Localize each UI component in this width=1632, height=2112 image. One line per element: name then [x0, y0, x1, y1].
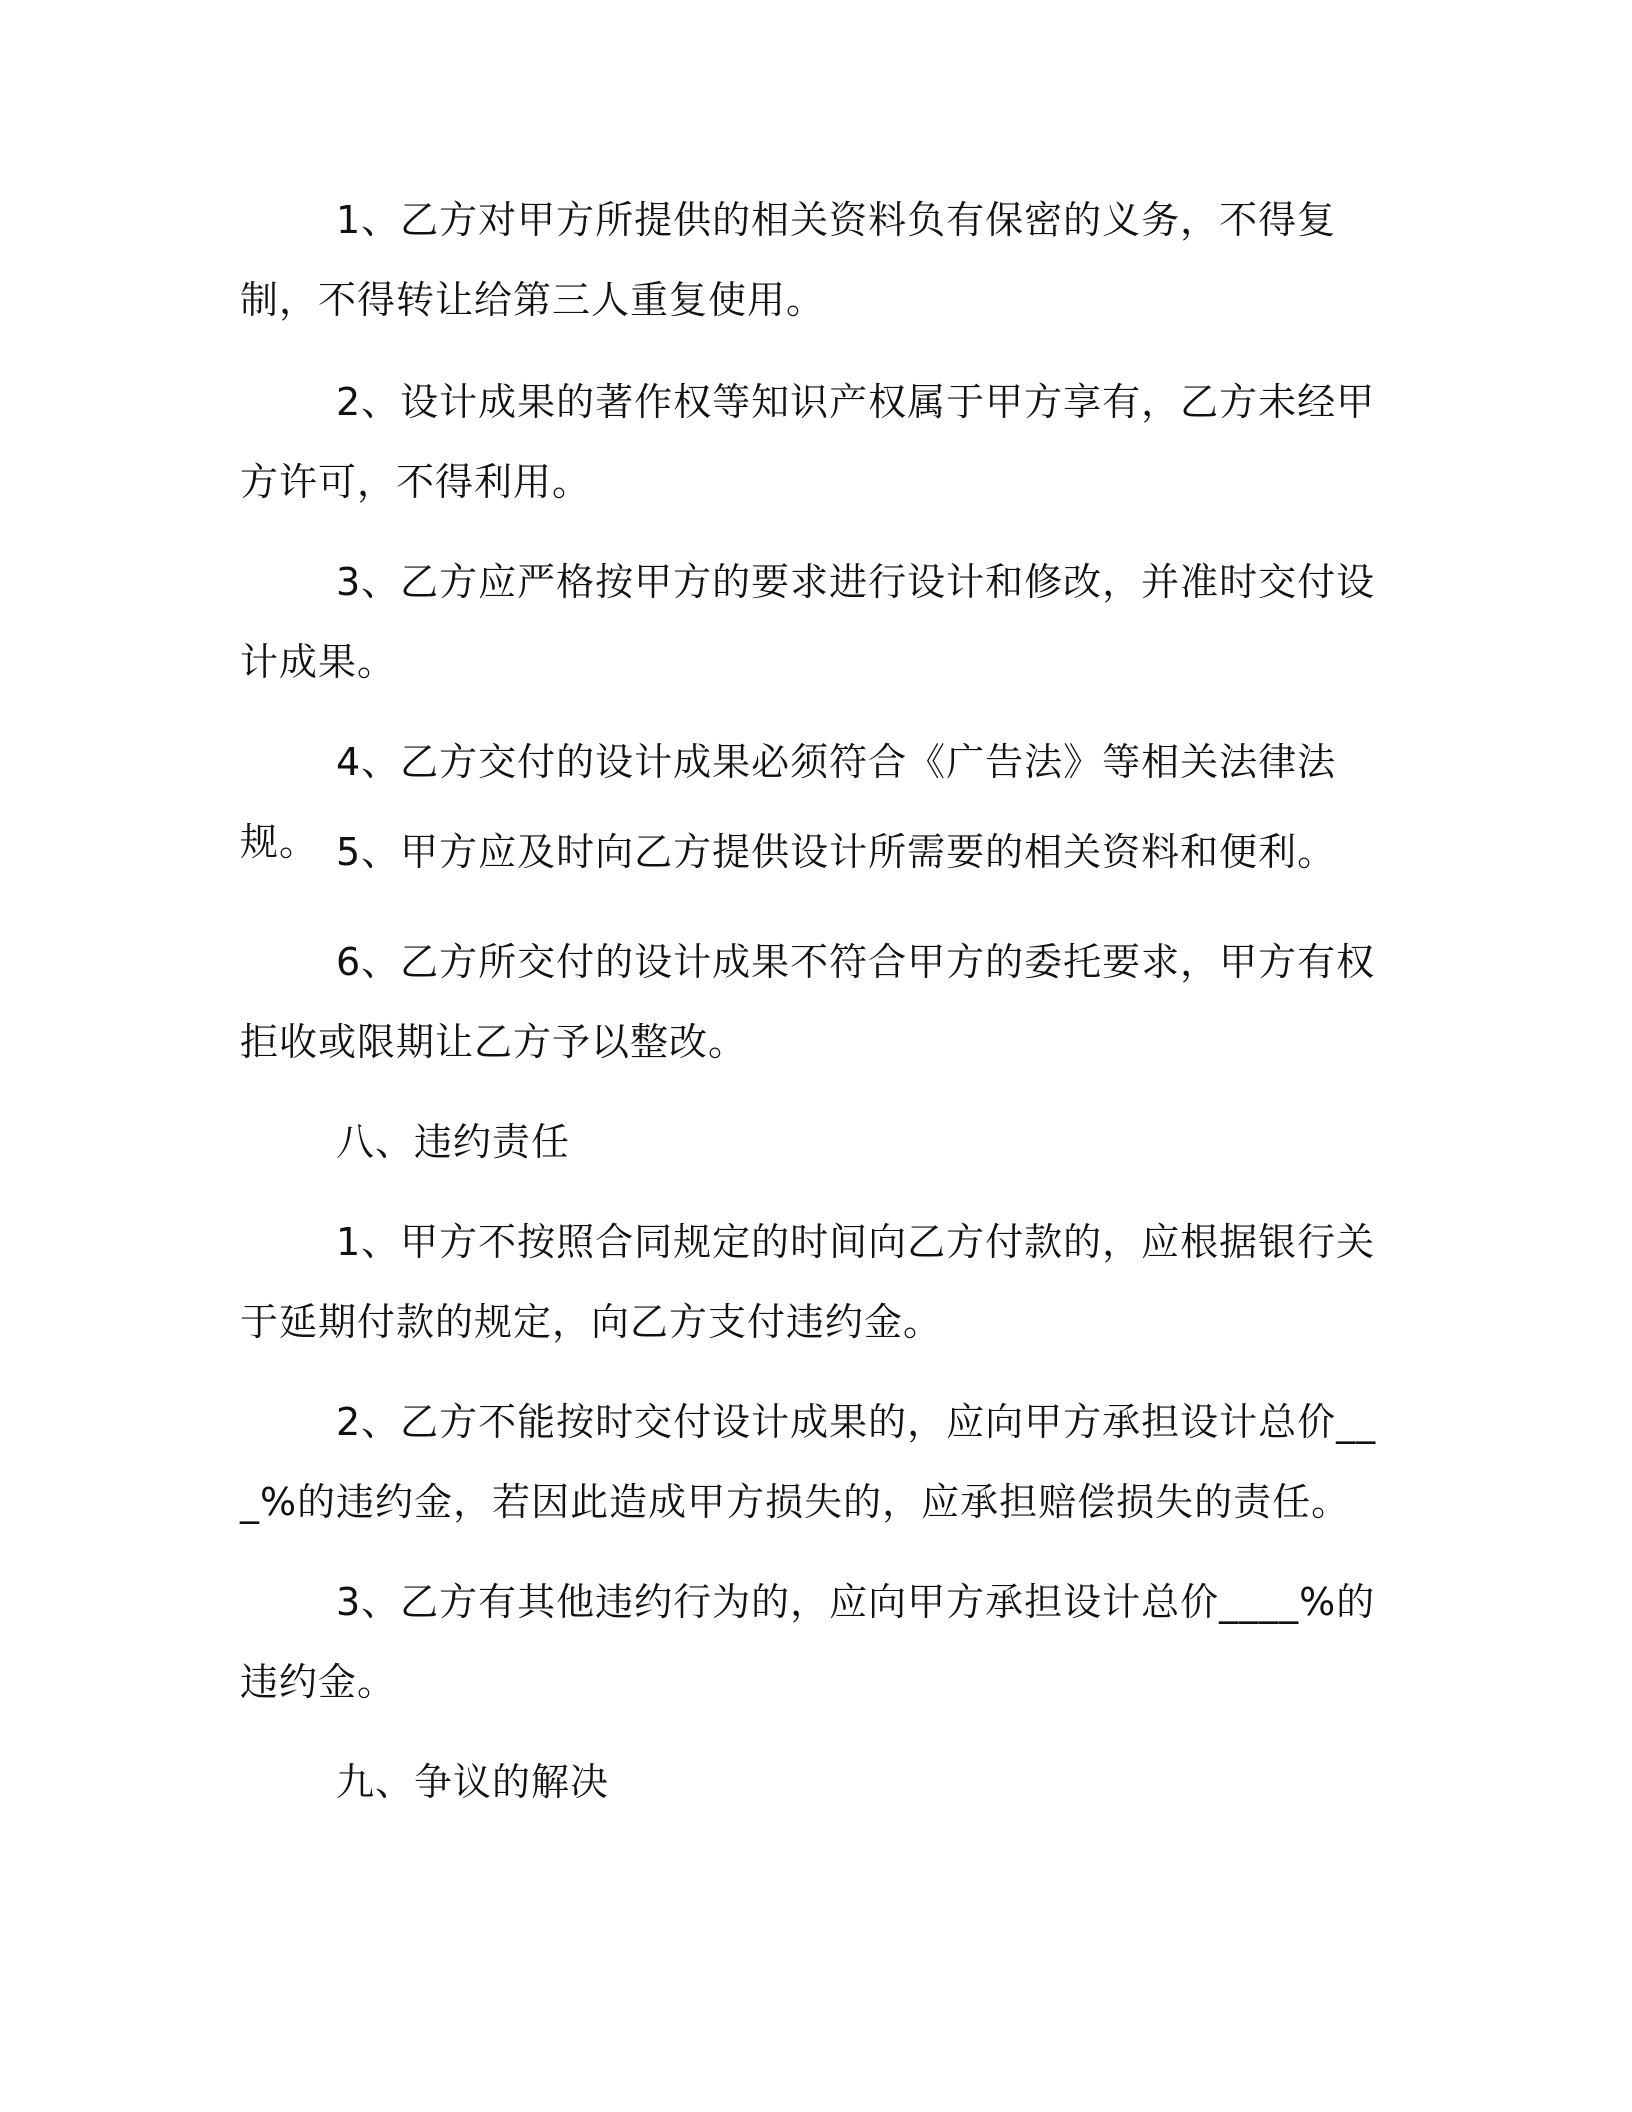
clause-design-requirements: 3、乙方应严格按甲方的要求进行设计和修改，并准时交付设计成果。: [240, 560, 1376, 684]
section-title-breach-liability: 八、违约责任: [336, 1120, 571, 1164]
breach-item-late-delivery: 2、乙方不能按时交付设计成果的，应向甲方承担设计总价___%的违约金，若因此造成甲方损失的，应承担赔偿损失的责任。: [240, 1400, 1377, 1524]
breach-item-late-payment: 1、甲方不按照合同规定的时间向乙方付款的，应根据银行关于延期付款的规定，向乙方支付违约金。: [240, 1220, 1376, 1344]
clause-advertising-law: 4、乙方交付的设计成果必须符合《广告法》等相关法律法规。: [240, 740, 1337, 864]
clause-intellectual-property: 2、设计成果的著作权等知识产权属于甲方享有，乙方未经甲方许可，不得利用。: [240, 380, 1376, 504]
clause-confidentiality: 1、乙方对甲方所提供的相关资料负有保密的义务，不得复制，不得转让给第三人重复使用。: [240, 198, 1337, 322]
clause-materials-provision: 5、甲方应及时向乙方提供设计所需要的相关资料和便利。: [336, 830, 1337, 874]
clause-rejection-rights: 6、乙方所交付的设计成果不符合甲方的委托要求，甲方有权拒收或限期让乙方予以整改。: [240, 940, 1376, 1064]
breach-item-other-violations: 3、乙方有其他违约行为的，应向甲方承担设计总价____%的违约金。: [240, 1580, 1376, 1704]
section-title-dispute-resolution: 九、争议的解决: [336, 1760, 610, 1804]
